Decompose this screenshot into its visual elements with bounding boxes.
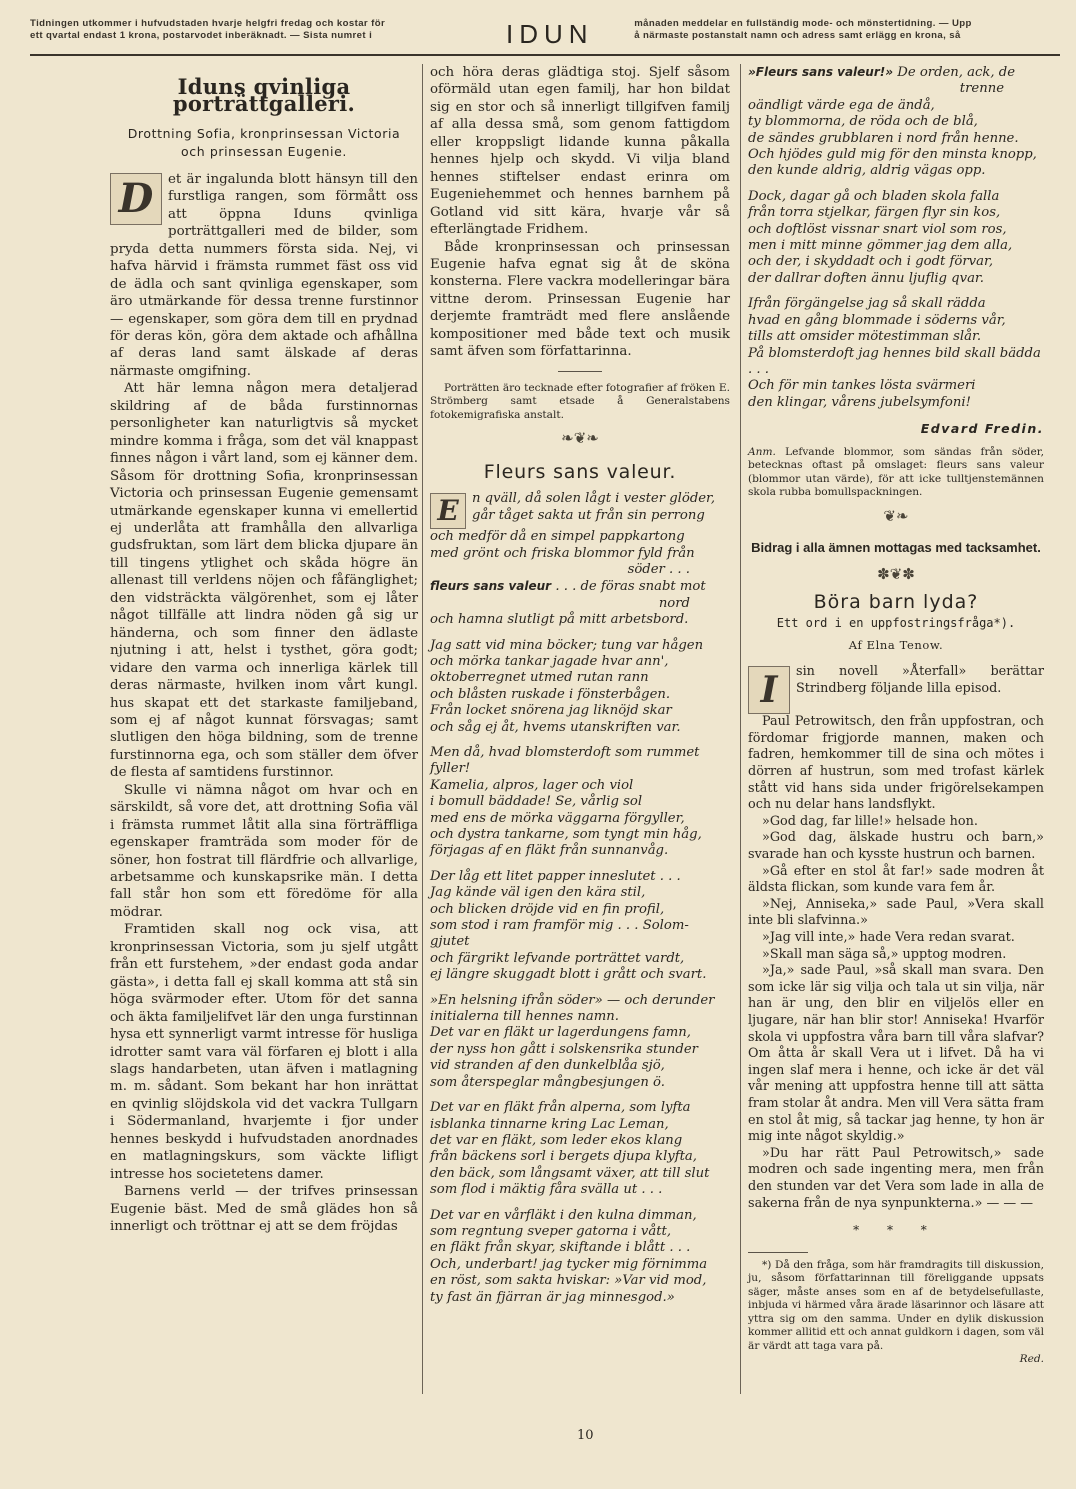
masthead <box>30 18 1060 56</box>
article-subtitle: Ett ord i en uppfostringsfråga*). <box>776 616 1016 631</box>
poem-line-text: n qväll, då solen lågt i vester glöder, <box>472 491 716 507</box>
paragraph: och höra deras glädtiga stoj. Sjelf såsom oförmäld utan egen familj, har hon bildat sig en stor och så innerligt tillgifven familj af alla dessa små, som genom fattigdom eller kroppsligt lidande kunna påkalla hennes hjelp och skydd. Vi vilja bland hennes stiftelser endast erinra om Eugeniehemmet och hennes barnhem på Gotland vid sitt kära, hvarje vår så efterlängtade Fridhem. <box>430 65 730 238</box>
column-middle <box>430 64 730 1315</box>
paragraph-text: et är ingalunda blott hänsyn till den furstliga rangen, som förmått oss att öppna Iduns qvinliga porträttgalleri med de bilder, som pryda detta nummers första sida. Nej, vi hafva härvid i främsta rummet fäst oss vid de ädla och sant qvinliga egenskaper, som äro utmärkande för dessa trenne furstinnor — egenskaper, som göra dem till en prydnad för deras kön, göra dem aktade och afhållna af deras land samt älskade af deras närmaste omgifning. <box>110 171 418 379</box>
paragraph: »Ja,» sade Paul, »så skall man svara. Den som icke lär sig vilja och tala ut sin vilja, när han är ung, den blir en viljelös eller en ljugare, när han blir stor! Anniseka! Hvarför skola vi uppfostra våra barn till våra slafvar? Om åtta år skall Vera ut i lifvet. Då ha vi ingen slaf mera i henne, och icke är det väl vår mening att uppfostra henne till att sätta fram stolar åt andra. Men vill Vera sätta fram en stol åt mig, så tackar jag henne, ty hon är mig inte något skyldig.» <box>748 963 1044 1145</box>
poem-signature: Edvard Fredin. <box>920 421 1044 437</box>
paragraph <box>110 171 418 380</box>
divider <box>748 1252 808 1253</box>
article-title: Böra barn lyda? <box>813 590 979 613</box>
poem-stanza: Ifrån förgängelse jag så skall rädda hvad en gång blommade i söderns vår, tills att omsider mötestimman slår. På blomsterdoft jag hennes bild skall bädda . . . Och för min tankes lösta svärmeri den klingar, vårens jubelsymfoni! <box>748 296 1041 410</box>
poem-line-text: De orden, ack, de <box>897 65 1016 80</box>
poem <box>430 491 730 1306</box>
footnote: *) Då den fråga, som här framdragits till diskussion, ju, såsom författarinnan till föreliggande uppsats säger, måste anses som en af de betydelsefullaste, inbjuda vi härmed våra ärade läsarinnor och läsare att yttra sig om den samma. Under en dylik diskussion kommer allitid ett och annat guldkorn i dagen, som väl är värdt att taga vara på. <box>748 1258 1044 1352</box>
paragraph: Framtiden skall nog ock visa, att kronprinsessan Victoria, som ju sjelf utgått från ett furstehem, »der endast goda andar gästa», i detta fall ej skall komma att stå sin höga svärmoder efter. Utom för det sanna och äkta familjelifvet lär den unga furstinnan hysa ett synnerligt varmt intresse för husliga idrotter samt vara väl förfaren ej blott i alla slags handarbeten, utan äfven i matlagning m. m. sådant. Som bekant har hon inrättat en qvinlig slöjdskola vid det vackra Tullgarn i Södermanland, hvarjemte i fjor under hennes beskydd i hufvudstaden anordnades en matlagningskurs, som väckte lifligt intresse hos societetens damer. <box>110 922 418 1182</box>
poem-line: nord <box>658 595 690 611</box>
page-number: 10 <box>577 1428 594 1443</box>
column-right <box>748 64 1044 1367</box>
paragraph: Paul Petrowitsch, den från uppfostran, och fördomar frigjorde mannen, maken och fadren, hemkommer till de sina och mötes i dörren af hustrun, som med trofast kärlek stått vid hans sida under frigörelsekampen och nu delar hans landsflykt. <box>748 714 1044 813</box>
masthead-right <box>634 18 1060 42</box>
paragraph: Både kronprinsessan och prinsessan Eugenie hafva egnat sig åt de sköna konsterna. Flere vackra modelleringar bära vittne derom. Prinsessan Eugenie har derjemte framträdt med flere anslående kompositioner med både text och musik samt äfven som författarinna. <box>430 239 730 360</box>
poem-emphasis: fleurs sans valeur <box>430 579 552 594</box>
subheading-line: och prinsessan Eugenie. <box>181 143 347 159</box>
subheading-line: Drottning Sofia, kronprinsessan Victoria <box>127 125 401 141</box>
masthead-right-line: å närmaste postanstalt namn och adress samt erlägg en krona, så <box>634 30 961 41</box>
poem-stanza: Men då, hvad blomsterdoft som rummet fyller! Kamelia, alpros, lager och viol i bomull bäddade! Se, vårlig sol med ens de mörka väggarna förgyller, och dystra tankarne, som tyngt min håg, förjagas af en fläkt från sunnanvåg. <box>430 744 702 859</box>
paragraph: Att här lemna någon mera detaljerad skildring af de båda furstinnornas personligheter kan naturligtvis så mycket mindre komma i fråga, som det väl knappast finnes någon i vårt land, som ej känner dem. Såsom för drottning Sofia, kronprinsessan Victoria och prinsessan Eugenie gemensamt utmärkande egenskaper kunna vi emellertid ej underlåta att framhålla den allvarliga gudsfruktan, som lärt dem blicka djupare än till tingens ytlighet och skåda högre än allenast till verldens nöjen och fåfänglighet; den vidsträckta välgörenhet, som ej låter något tillfälle att lindra nöden gå sig ur händerna, och som finner den ädlaste njutning i att, helst i tysthet, göra godt; vidare den varma och innerliga kärlek till deras närmaste, hvilken inom vårt kungl. hus skapat ett det starkaste familjeband, som ej af något kunnat försvagas; samt slutligen den höga bildning, som de trenne furstinnorna ega, och som ställer dem öfver de flesta af samtidens furstinnor. <box>110 381 418 781</box>
masthead-right-line: månaden meddelar en fullständig mode- och mönstertidning. — Upp <box>634 18 972 29</box>
paragraph: »God dag, älskade hustru och barn,» svarade han och kysste hustrun och barnen. <box>748 830 1044 863</box>
poem-line: går tåget sakta ut från sin perrong <box>472 507 705 523</box>
column-divider <box>422 64 423 1394</box>
paragraph-text: sin novell »Återfall» berättar Strindberg följande lilla episod. <box>796 664 1044 696</box>
drop-cap: I <box>748 666 790 714</box>
paragraph: »Jag vill inte,» hade Vera redan svarat. <box>762 930 1015 946</box>
column-divider <box>740 64 741 1394</box>
column-left <box>110 64 418 1236</box>
poem-line <box>748 64 1044 81</box>
poem-lines: oändligt värde ega de ändå, ty blommorna, de röda och de blå, de sändes grubblaren i nord från henne. Och hjödes guld mig för den minsta knopp, den kunde aldrig, aldrig vägas opp. <box>748 97 1037 179</box>
paragraph: Barnens verld — der trifves prinsessan Eugenie bäst. Med de små glädes hon så innerligt och tröttnar ej att se dem fröjdas <box>110 1184 418 1235</box>
poem-line: trenne <box>959 81 1004 97</box>
poem-line: och hamna slutligt på mitt arbetsbord. <box>430 612 689 628</box>
poem-title: Fleurs sans valeur. <box>483 460 677 483</box>
ornament-icon: ❧❦❧ <box>561 429 599 448</box>
poem-line: söder . . . <box>627 561 690 577</box>
ornament-icon: ✽❦✽ <box>877 565 915 584</box>
drop-cap: D <box>110 173 162 225</box>
paragraph: »God dag, far lille!» helsade hon. <box>762 813 978 829</box>
masthead-left-line: ett qvartal endast 1 krona, postarvodet inberäknadt. — Sista numret i <box>30 30 373 41</box>
paragraph: »Skall man säga så,» upptog modren. <box>762 946 1007 962</box>
poem-stanza: Jag satt vid mina böcker; tung var hågen och mörka tankar jagade hvar ann', oktoberregnet utmed rutan rann och blåsten ruskade i fönsterbågen. Från locket snörena jag liknöjd skar och såg ej åt, hvems utanskriften var. <box>430 637 704 735</box>
annotation-text: Lefvande blommor, som sändas från söder, betecknas oftast på omslaget: fleurs sans valeur (blommor utan värde), för att icke tulltjenstemännen skola rubba bomullspackningen. <box>748 445 1044 499</box>
poem-stanza: Det var en vårfläkt i den kulna dimman, som regntung sveper gatorna i vått, en fläkt från skyar, skiftande i blått . . . Och, underbart! jag tycker mig förnimma en röst, som sakta hviskar: »Var vid mod, ty fast än fjärran är jag minnesgod.» <box>430 1207 708 1305</box>
masthead-left-line: Tidningen utkommer i hufvudstaden hvarje helgfri fredag och kostar för <box>30 18 386 29</box>
annotation <box>748 446 1044 500</box>
portrait-note: Porträtten äro tecknade efter fotografier af fröken E. Strömberg samt etsade å Generalstabens fotokemigrafiska anstalt. <box>430 381 730 421</box>
masthead-left <box>30 18 495 42</box>
article-byline: Af Elna Tenow. <box>848 637 944 652</box>
poem-line: med grönt och friska blommor fyld från <box>430 545 695 561</box>
paragraph: »Nej, Anniseka,» sade Paul, »Vera skall inte bli slafvinna.» <box>748 896 1044 929</box>
paragraph: Skulle vi nämna något om hvar och en särskildt, så vore det, att drottning Sofia väl i främsta rummet låtit alla sina förträffliga egenskaper framträda som moder för de söner, hon fostrat till flärdfrie och allvarlige, arbetsamme och kunskapsrike män. I detta fall står hon som ett föredöme för alla mödrar. <box>110 782 418 920</box>
divider <box>558 371 602 372</box>
poem-stanza: Dock, dagar gå och bladen skola falla från torra stjelkar, färgen flyr sin kos, och doftlöst vissnar snart viol som ros, men i mitt minne gömmer jag dem alla, och der, i skyddadt och i godt förvar, der dallrar doften ännu ljuflig qvar. <box>748 188 1013 286</box>
footnote-signature: Red. <box>1019 1353 1044 1366</box>
ornament-icon: ❦❧ <box>883 506 909 525</box>
poem-continued <box>748 64 1044 411</box>
poem-stanza: »En helsning ifrån söder» — och derunder initialerna till hennes namn. Det var en fläkt ur lagerdungens famn, der nyss hon gått i solskensrika stunder vid stranden af den dunkelblåa sjö, som återspeglar mångbesjungen ö. <box>430 992 715 1090</box>
paragraph: »Gå efter en stol åt far!» sade modren åt äldsta flickan, som kunde vara fem år. <box>748 863 1044 896</box>
poem-stanza <box>748 64 1044 180</box>
section-subheading <box>110 125 418 161</box>
contributions-notice: Bidrag i alla ämnen mottagas med tacksamhet. <box>751 540 1041 556</box>
article-body <box>748 664 1044 1212</box>
poem-emphasis: »Fleurs sans valeur!» <box>748 65 894 79</box>
poem-stanza <box>430 491 730 628</box>
paragraph <box>748 664 1044 712</box>
masthead-title: IDUN <box>506 19 594 49</box>
section-heading: Iduns qvinliga porträttgalleri. <box>172 74 356 117</box>
paragraph: »Du har rätt Paul Petrowitsch,» sade modren och sade ingenting mera, men från den stunden var det Vera som lade in alla de sakerna från de nya synpunkterna.» — — — <box>748 1145 1044 1211</box>
poem-line-text: . . . de föras snabt mot <box>555 579 706 595</box>
drop-cap: E <box>430 493 466 529</box>
section-break-stars: * * * <box>853 1223 939 1238</box>
poem-stanza: Det var en fläkt från alperna, som lyfta isblanka tinnarne kring Lac Leman, det var en fläkt, som leder ekos klang från bäckens sorl i bergets djupa klyfta, den bäck, som långsamt växer, att till slut som flod i mäktig fåra svälla ut . . . <box>430 1100 710 1198</box>
annotation-label: Anm. <box>748 445 776 458</box>
poem-line: och medför då en simpel pappkartong <box>430 529 685 545</box>
poem-stanza: Der låg ett litet papper inneslutet . . . Jag kände väl igen den kära stil, och blicken dröjde vid en fin profil, som stod i ram framför mig . . . Solom- gjutet och färgrikt lefvande porträttet vardt, ej längre skuggadt blott i grått och svart. <box>430 868 707 983</box>
poem-line <box>430 578 730 595</box>
